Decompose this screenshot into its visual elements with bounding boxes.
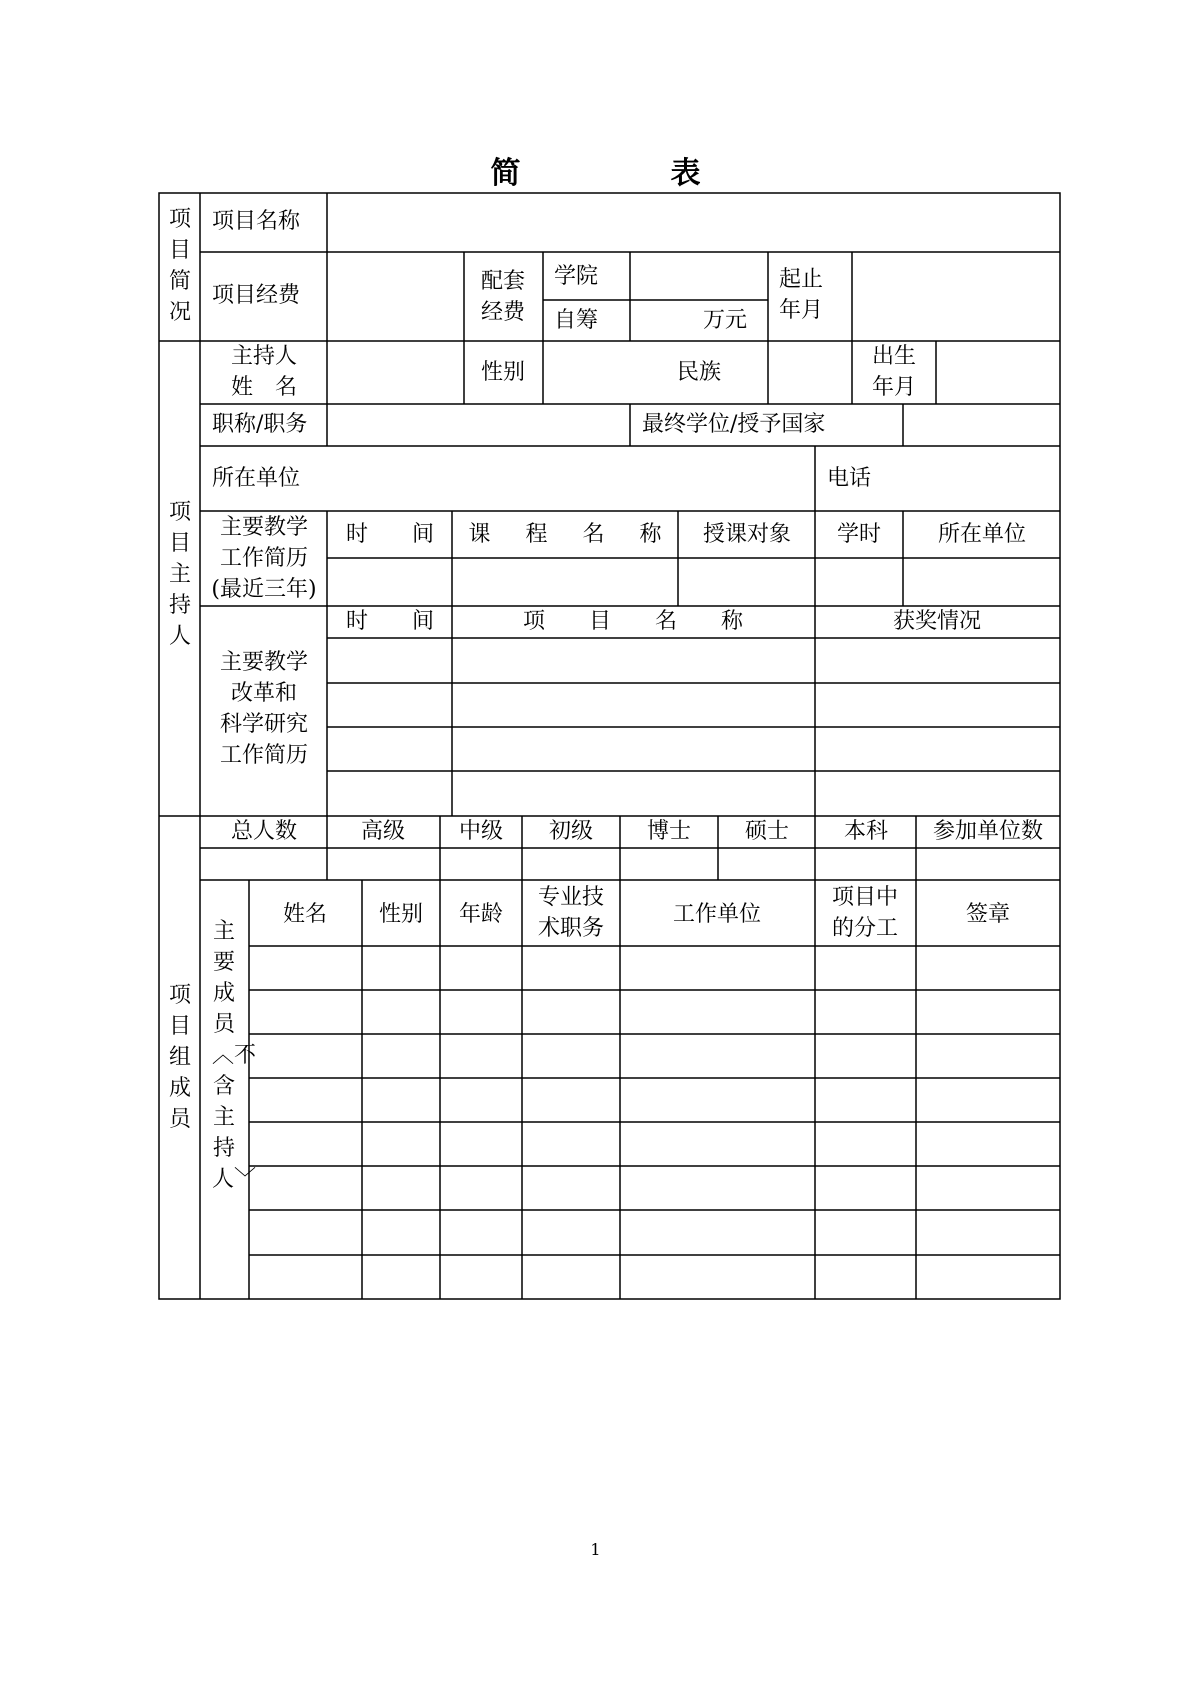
section-label-project-overview: 项目简况 bbox=[168, 207, 191, 325]
project-name-label: 项目名称 bbox=[212, 209, 301, 234]
teaching-header-course: 课 程 名 称 bbox=[468, 522, 676, 547]
research-header-project: 项 目 名 称 bbox=[522, 609, 744, 634]
project-fund-label: 项目经费 bbox=[212, 283, 301, 308]
stats-header-junior: 初级 bbox=[548, 819, 594, 844]
teaching-history-label: 主要教学 工作简历 (最近三年) bbox=[211, 515, 317, 602]
gender-label: 性别 bbox=[480, 360, 526, 385]
member-header-signature: 签章 bbox=[965, 902, 1011, 927]
member-header-work-unit: 工作单位 bbox=[672, 902, 762, 927]
section-label-project-host: 项目主持人 bbox=[168, 500, 191, 649]
teaching-header-time: 时 间 bbox=[345, 522, 435, 547]
teaching-header-audience: 授课对象 bbox=[702, 522, 792, 547]
members-label: 主要成员︿不含主持人﹀ bbox=[212, 919, 257, 1192]
birth-date-label: 出生 年月 bbox=[871, 344, 917, 400]
member-header-age: 年龄 bbox=[458, 902, 504, 927]
teaching-header-hours: 学时 bbox=[836, 522, 882, 547]
stats-header-senior: 高级 bbox=[360, 819, 406, 844]
host-name-label: 主持人 姓 名 bbox=[230, 344, 298, 400]
ethnicity-label: 民族 bbox=[676, 360, 722, 385]
member-header-gender: 性别 bbox=[378, 902, 424, 927]
member-header-name: 姓名 bbox=[282, 902, 328, 927]
page-number: 1 bbox=[590, 1540, 601, 1559]
section-label-team-members: 项目组成员 bbox=[168, 983, 191, 1132]
page-title: 简 表 bbox=[490, 156, 761, 191]
stats-header-master: 硕士 bbox=[744, 819, 790, 844]
college-label: 学院 bbox=[554, 264, 599, 289]
member-header-role: 项目中 的分工 bbox=[831, 885, 899, 941]
title-position-label: 职称/职务 bbox=[212, 412, 308, 437]
stats-header-total: 总人数 bbox=[230, 819, 298, 844]
stats-header-doctor: 博士 bbox=[646, 819, 692, 844]
research-header-awards: 获奖情况 bbox=[892, 609, 982, 634]
unit-label: 万元 bbox=[703, 308, 748, 333]
degree-country-label: 最终学位/授予国家 bbox=[642, 412, 826, 437]
start-end-date-label: 起止年月 bbox=[779, 267, 824, 323]
stats-header-units: 参加单位数 bbox=[932, 819, 1044, 844]
teaching-header-unit: 所在单位 bbox=[937, 522, 1027, 547]
work-unit-label: 所在单位 bbox=[212, 466, 301, 491]
member-header-title: 专业技 术职务 bbox=[537, 885, 605, 941]
stats-header-intermediate: 中级 bbox=[458, 819, 504, 844]
self-raised-label: 自筹 bbox=[554, 308, 599, 333]
matching-fund-label: 配套经费 bbox=[480, 269, 525, 325]
stats-header-bachelor: 本科 bbox=[843, 819, 889, 844]
research-history-label: 主要教学 改革和 科学研究 工作简历 bbox=[219, 650, 309, 768]
research-header-time: 时 间 bbox=[345, 609, 435, 634]
phone-label: 电话 bbox=[827, 466, 872, 491]
